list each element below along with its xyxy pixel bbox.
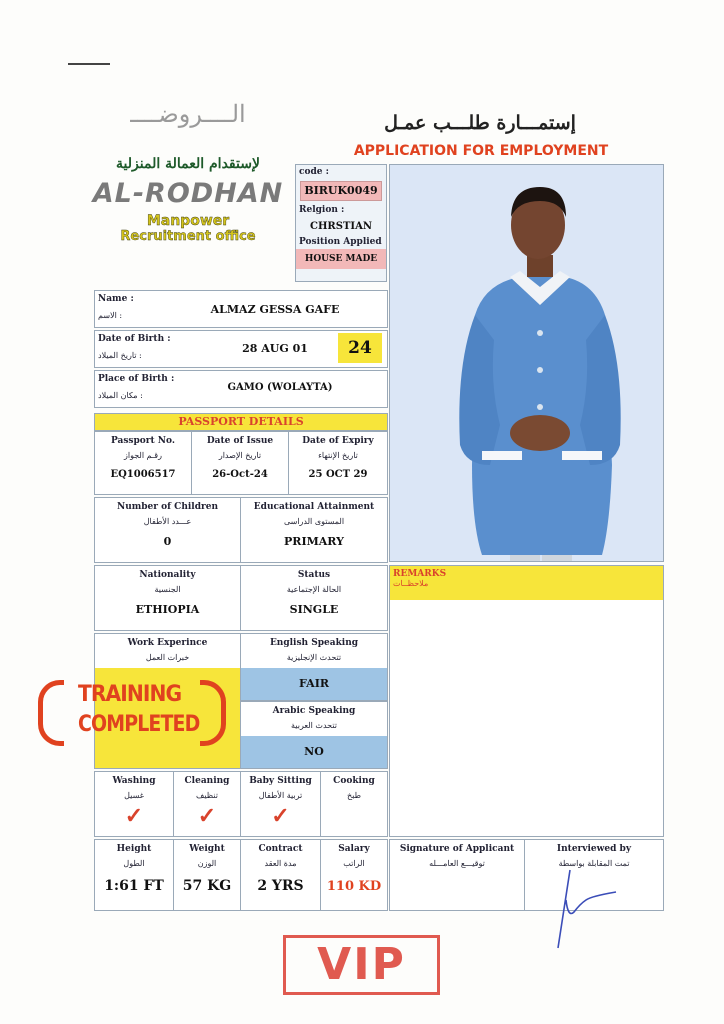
skill-cooking	[320, 771, 388, 837]
skill-washing	[94, 771, 174, 837]
code-label: code :	[299, 167, 329, 177]
height-label: Height	[116, 844, 152, 854]
dob-row	[94, 330, 388, 368]
interviewed-ar: تمت المقابلة بواسطة	[558, 859, 630, 868]
remarks-box	[389, 565, 664, 837]
interviewed-label: Interviewed by	[556, 844, 632, 854]
remarks-header	[390, 566, 663, 600]
logo-line1: Manpower	[146, 213, 230, 229]
children-value: 0	[163, 535, 172, 548]
skill-baby-sitting-ar: تربية الأطفال	[258, 791, 303, 800]
weight-ar: الوزن	[197, 859, 217, 868]
status-cell	[240, 565, 388, 631]
salary-label: Salary	[338, 844, 370, 854]
passport-no-ar: رقـم الجواز	[124, 451, 162, 460]
weight-value: 57 KG	[182, 878, 232, 894]
religion-label: Relgion :	[299, 205, 345, 215]
vip-stamp	[283, 935, 440, 995]
status-ar: الحالة الإجتماعية	[286, 585, 342, 594]
applicant-photo	[389, 164, 664, 562]
english-speaking-value: FAIR	[241, 668, 387, 700]
name-row	[94, 290, 388, 328]
english-speaking-cell	[240, 633, 388, 701]
passport-expiry-ar: تاريخ الإنتهاء	[318, 451, 358, 460]
work-experience-ar: خبرات العمل	[145, 653, 190, 662]
contract-cell	[240, 839, 321, 911]
passport-issue-ar: تاريخ الإصدار	[218, 451, 262, 460]
pob-label-ar: مكان الميلاد :	[98, 391, 143, 400]
stamp-line1: TRAINING	[78, 682, 182, 707]
check-icon: ✓	[197, 803, 217, 829]
stamp-line2: COMPLETED	[78, 712, 200, 737]
dob-label: Date of Birth :	[98, 334, 171, 344]
passport-no-value: EQ1006517	[110, 469, 176, 480]
passport-expiry-label: Date of Expiry	[302, 436, 374, 446]
pob-value: GAMO (WOLAYTA)	[227, 382, 333, 393]
logo-arabic-office: لإستقدام العمالة المنزلية	[116, 156, 260, 172]
english-speaking-ar: تتحدث الإنجليزية	[286, 653, 342, 662]
dob-label-ar: تاريخ الميلاد :	[98, 351, 142, 360]
skill-cleaning	[173, 771, 241, 837]
skill-cooking-ar: طبخ	[347, 791, 361, 800]
education-cell	[240, 497, 388, 563]
passport-expiry-value: 25 OCT 29	[308, 469, 368, 480]
english-title: APPLICATION FOR EMPLOYMENT	[353, 143, 609, 159]
name-label: Name :	[98, 294, 134, 304]
signature-cell	[389, 839, 525, 911]
weight-label: Weight	[189, 844, 225, 854]
status-value: SINGLE	[289, 603, 339, 616]
arabic-title: إستمـــارة طلـــب عمـل	[384, 112, 576, 134]
signature-label: Signature of Applicant	[399, 844, 515, 854]
english-speaking-label: English Speaking	[269, 638, 359, 648]
arabic-speaking-value: NO	[241, 736, 387, 768]
check-icon: ✓	[271, 803, 290, 829]
passport-issue-value: 26-Oct-24	[212, 469, 268, 480]
logo-arabic-name: الــــروضــــ	[130, 100, 246, 128]
code-value: BIRUK0049	[300, 181, 382, 201]
pob-row	[94, 370, 388, 408]
position-value: HOUSE MADE	[296, 249, 386, 269]
logo-line2: Recruitment office	[120, 229, 256, 244]
children-cell	[94, 497, 241, 563]
interviewer-signature-icon	[528, 860, 628, 955]
nationality-cell	[94, 565, 241, 631]
training-completed-stamp	[38, 680, 228, 746]
contract-label: Contract	[258, 844, 303, 854]
status-label: Status	[297, 570, 331, 580]
arabic-speaking-cell	[240, 701, 388, 769]
skill-washing-ar: غسيل	[124, 791, 144, 800]
pob-label: Place of Birth :	[98, 374, 175, 384]
skill-baby-sitting	[240, 771, 321, 837]
contract-ar: مدة العقد	[264, 859, 297, 868]
religion-value: CHRSTIAN	[310, 221, 372, 232]
nationality-value: ETHIOPIA	[135, 603, 200, 616]
remarks-ar: ملاحظــات	[393, 579, 429, 588]
education-value: PRIMARY	[284, 535, 344, 548]
skill-baby-sitting-label: Baby Sitting	[249, 776, 312, 786]
skill-cleaning-ar: تنظيف	[196, 791, 218, 800]
nationality-ar: الجنسية	[154, 585, 181, 594]
skill-cooking-label: Cooking	[333, 776, 375, 786]
arabic-speaking-label: Arabic Speaking	[272, 706, 356, 716]
scan-mark	[68, 63, 110, 65]
height-ar: الطول	[123, 859, 145, 868]
skill-washing-label: Washing	[112, 776, 156, 786]
weight-cell	[173, 839, 241, 911]
stamp-bracket-left	[38, 680, 64, 746]
name-value: ALMAZ GESSA GAFE	[210, 303, 340, 316]
contract-value: 2 YRS	[257, 878, 304, 894]
dob-value: 28 AUG 01	[242, 342, 308, 355]
code-box	[295, 164, 387, 282]
passport-no-label: Passport No.	[110, 436, 176, 446]
height-value: 1:61 FT	[104, 878, 164, 894]
passport-no-cell	[94, 431, 192, 495]
salary-ar: الراتب	[343, 859, 365, 868]
age-badge: 24	[338, 333, 382, 363]
remarks-label: REMARKS	[393, 569, 447, 579]
position-label: Position Applied	[299, 237, 382, 247]
work-experience-label: Work Experince	[127, 638, 208, 648]
logo-name: AL-RODHAN	[92, 178, 284, 209]
person-figure-icon	[390, 165, 663, 561]
logo	[88, 100, 288, 280]
passport-issue-cell	[191, 431, 289, 495]
children-ar: عـــدد الأطفال	[143, 517, 192, 526]
stamp-bracket-right	[200, 680, 226, 746]
salary-cell	[320, 839, 388, 911]
passport-issue-label: Date of Issue	[206, 436, 274, 446]
children-label: Number of Children	[116, 502, 219, 512]
check-icon: ✓	[124, 803, 144, 829]
passport-header: PASSPORT DETAILS	[94, 413, 388, 431]
height-cell	[94, 839, 174, 911]
arabic-speaking-ar: تتحدث العربية	[291, 721, 337, 730]
name-label-ar: الاسم :	[98, 311, 123, 320]
skill-cleaning-label: Cleaning	[184, 776, 230, 786]
signature-ar: توقيـــع العامـــله	[429, 859, 485, 868]
education-ar: المستوى الدراسى	[283, 517, 345, 526]
vip-text: VIP	[317, 939, 406, 990]
education-label: Educational Attainment	[253, 502, 375, 512]
salary-value: 110 KD	[326, 879, 382, 894]
nationality-label: Nationality	[139, 570, 196, 580]
passport-expiry-cell	[288, 431, 388, 495]
